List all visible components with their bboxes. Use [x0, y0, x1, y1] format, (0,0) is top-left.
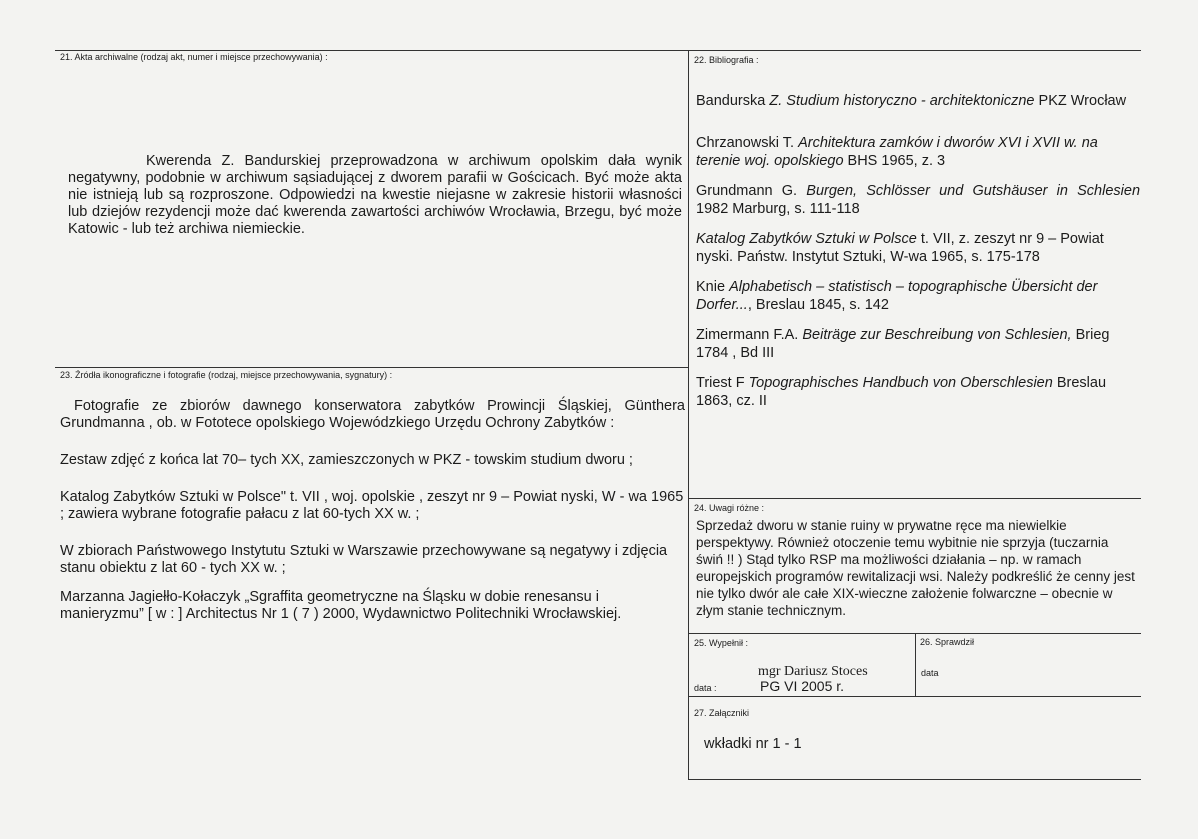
section-24-label: 24. Uwagi różne : — [694, 503, 765, 513]
section-23-text — [60, 398, 685, 623]
section-26-label: 26. Sprawdził — [920, 637, 975, 647]
iconography-paragraph: Marzanna Jagiełło-Kołaczyk „Sgraffita geometryczne na Śląsku w dobie renesansu i manieryzmu” [ w : ] Architectus Nr 1 ( 7 ) 2000, Wydawnictwo Politechniki Wrocławskiej. — [60, 589, 622, 622]
section-27-label: 27. Załączniki — [694, 708, 750, 718]
bibliography-entry: Zimermann F.A. Beiträge zur Beschreibung von Schlesien, Brieg 1784 , Bd III — [696, 327, 1110, 361]
iconography-paragraph: Fotografie ze zbiorów dawnego konserwatora zabytków Prowincji Śląskiej, Günthera Grundmanna , ob. w Fototece opolskiego Wojewódzkiego Urzędu Ochrony Zabytków : — [60, 398, 685, 431]
bibliography-list — [696, 92, 1140, 422]
attachments-text: wkładki nr 1 - 1 — [704, 736, 802, 752]
section-21-label: 21. Akta archiwalne (rodzaj akt, numer i miejsce przechowywania) : — [60, 52, 328, 62]
filled-by-date: PG VI 2005 r. — [760, 678, 845, 694]
bibliography-entry: Katalog Zabytków Sztuki w Polsce t. VII, z. zeszyt nr 9 – Powiat nyski. Państw. Instytut Sztuki, W-wa 1965, s. 175-178 — [696, 231, 1104, 265]
remarks-text: Sprzedaż dworu w stanie ruiny w prywatne ręce ma niewielkie perspektywy. Również otoczenie temu wybitnie nie sprzyja (tuczarnia świń !! ) Stąd tylko RSP ma możliwości działania – np. w ramach europejskich programów rewitalizacji wsi. Należy podkreślić że cenny jest nie tylko dwór ale całe XIX-wieczne założenie folwarczne – obecnie w złym stanie technicznym. — [696, 518, 1135, 618]
bibliography-entry: Grundmann G. Burgen, Schlösser und Gutshäuser in Schlesien 1982 Marburg, s. 111-118 — [696, 183, 1141, 217]
section-21-text — [68, 153, 682, 238]
top-border-line — [55, 50, 1141, 51]
bibliography-entry: Bandurska Z. Studium historyczno - architektoniczne PKZ Wrocław — [696, 93, 1127, 109]
iconography-paragraph: Zestaw zdjęć z końca lat 70– tych XX, zamieszczonych w PKZ - towskim studium dworu ; — [60, 452, 633, 468]
iconography-paragraph: W zbiorach Państwowego Instytutu Sztuki w Warszawie przechowywane są negatywy i zdjęcia stanu obiektu z lat 60 - tych XX w. ; — [60, 543, 668, 576]
section-22-label: 22. Bibliografia : — [694, 55, 759, 65]
divider-25-26 — [915, 633, 916, 696]
archive-query-text: Kwerenda Z. Bandurskiej przeprowadzona w archiwum opolskim dała wynik negatywny, podobnie w archiwum sąsiadującej z dworem parafii w Gościcach. Być może akta nie istnieją lub są rozproszone. Odpowiedzi na kwestie niejasne w zakresie historii własności lub dziejów rezydencji może dać kwerenda zawartości archiwów Wrocławia, Brzegu, być może Katowic - lub też archiwa niemieckie. — [68, 153, 682, 237]
bibliography-entry: Chrzanowski T. Architektura zamków i dworów XVI i XVII w. na terenie woj. opolskiego BHS 1965, z. 3 — [696, 135, 1098, 169]
bibliography-entry: Triest F Topographisches Handbuch von Oberschlesien Breslau 1863, cz. II — [696, 375, 1107, 409]
checked-by-date-label: data — [921, 668, 939, 678]
iconography-paragraph: Katalog Zabytków Sztuki w Polsce" t. VII , woj. opolskie , zeszyt nr 9 – Powiat nyski, W - wa 1965 ; zawiera wybrane fotografie pałacu z lat 60-tych XX w. ; — [60, 489, 684, 522]
filled-by-date-label: data : — [694, 683, 717, 693]
bibliography-entry: Knie Alphabetisch – statistisch – topographische Übersicht der Dorfer..., Breslau 1845, s. 142 — [696, 279, 1098, 313]
section-23-label: 23. Źródła ikonograficzne i fotografie (rodzaj, miejsce przechowywania, sygnatury) : — [60, 370, 393, 380]
bottom-line — [688, 779, 1141, 780]
right-line-27 — [688, 696, 1141, 697]
section-25-label: 25. Wypełnił : — [694, 638, 748, 648]
right-line-24 — [688, 498, 1141, 499]
filled-by-name: mgr Dariusz Stoces — [758, 664, 868, 679]
left-mid-line — [55, 367, 688, 368]
column-divider — [688, 50, 689, 780]
